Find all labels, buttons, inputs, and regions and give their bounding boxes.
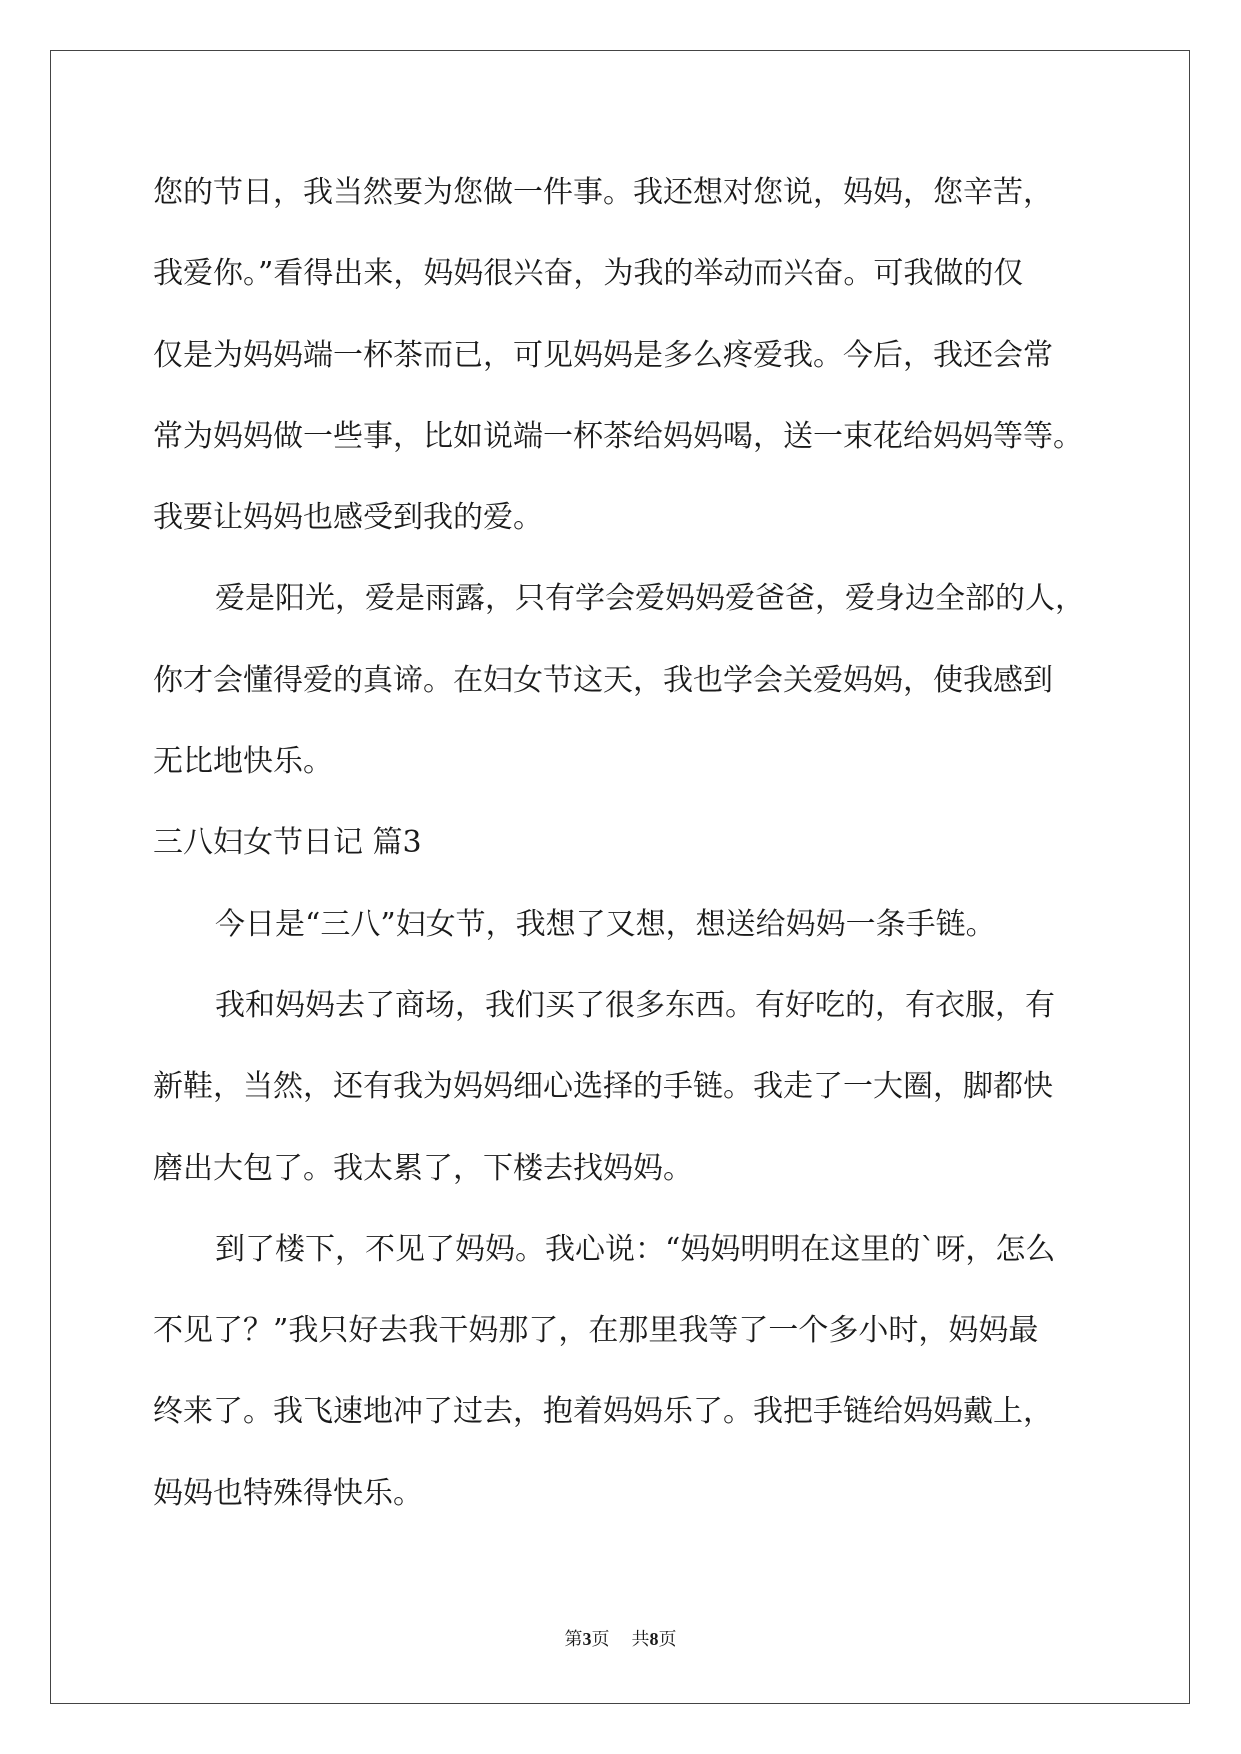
text-line: 常为妈妈做一些事，比如说端一杯茶给妈妈喝，送一束花给妈妈等等。 xyxy=(153,418,1083,454)
text-line: 终来了。我飞速地冲了过去，抱着妈妈乐了。我把手链给妈妈戴上， xyxy=(153,1394,1053,1430)
text-line: 无比地快乐。 xyxy=(153,744,333,780)
page-footer xyxy=(0,1627,1241,1652)
paragraph xyxy=(153,965,1163,1209)
paragraph xyxy=(153,152,1163,558)
text-line: 我爱你。”看得出来，妈妈很兴奋，为我的举动而兴奋。可我做的仅 xyxy=(153,256,1024,292)
paragraph xyxy=(153,1209,1163,1534)
text-line: 爱是阳光，爱是雨露，只有学会爱妈妈爱爸爸，爱身边全部的人， xyxy=(215,581,1085,617)
section-heading: 三八妇女节日记 篇3 xyxy=(153,825,422,861)
text-line: 到了楼下，不见了妈妈。我心说：“妈妈明明在这里的`呀，怎么 xyxy=(215,1231,1056,1267)
text-line: 我和妈妈去了商场，我们买了很多东西。有好吃的，有衣服，有 xyxy=(215,987,1055,1023)
total-pages-indicator xyxy=(632,1629,677,1650)
text-line: 磨出大包了。我太累了，下楼去找妈妈。 xyxy=(153,1150,693,1186)
total-page-count: 8 xyxy=(649,1629,659,1649)
page-suffix: 页 xyxy=(591,1629,610,1650)
text-line: 您的节日，我当然要为您做一件事。我还想对您说，妈妈，您辛苦， xyxy=(153,175,1053,210)
text-line: 新鞋，当然，还有我为妈妈细心选择的手链。我走了一大圈，脚都快 xyxy=(153,1069,1053,1105)
document-body xyxy=(153,152,1163,1534)
text-line: 今日是“三八”妇女节，我想了又想，想送给妈妈一条手链。 xyxy=(215,906,996,942)
page-number-indicator xyxy=(565,1629,610,1650)
total-prefix: 共 xyxy=(631,1629,650,1650)
text-line: 仅是为妈妈端一杯茶而已，可见妈妈是多么疼爱我。今后，我还会常 xyxy=(153,337,1053,373)
total-suffix: 页 xyxy=(658,1629,677,1650)
paragraph xyxy=(153,558,1163,802)
current-page-number: 3 xyxy=(582,1629,592,1649)
text-line: 我要让妈妈也感受到我的爱。 xyxy=(153,500,543,536)
page-prefix: 第 xyxy=(564,1629,583,1650)
paragraph xyxy=(153,884,1163,965)
text-line: 不见了？”我只好去我干妈那了，在那里我等了一个多小时，妈妈最 xyxy=(153,1313,1039,1349)
text-line: 妈妈也特殊得快乐。 xyxy=(153,1475,423,1511)
text-line: 你才会懂得爱的真谛。在妇女节这天，我也学会关爱妈妈，使我感到 xyxy=(153,662,1053,698)
